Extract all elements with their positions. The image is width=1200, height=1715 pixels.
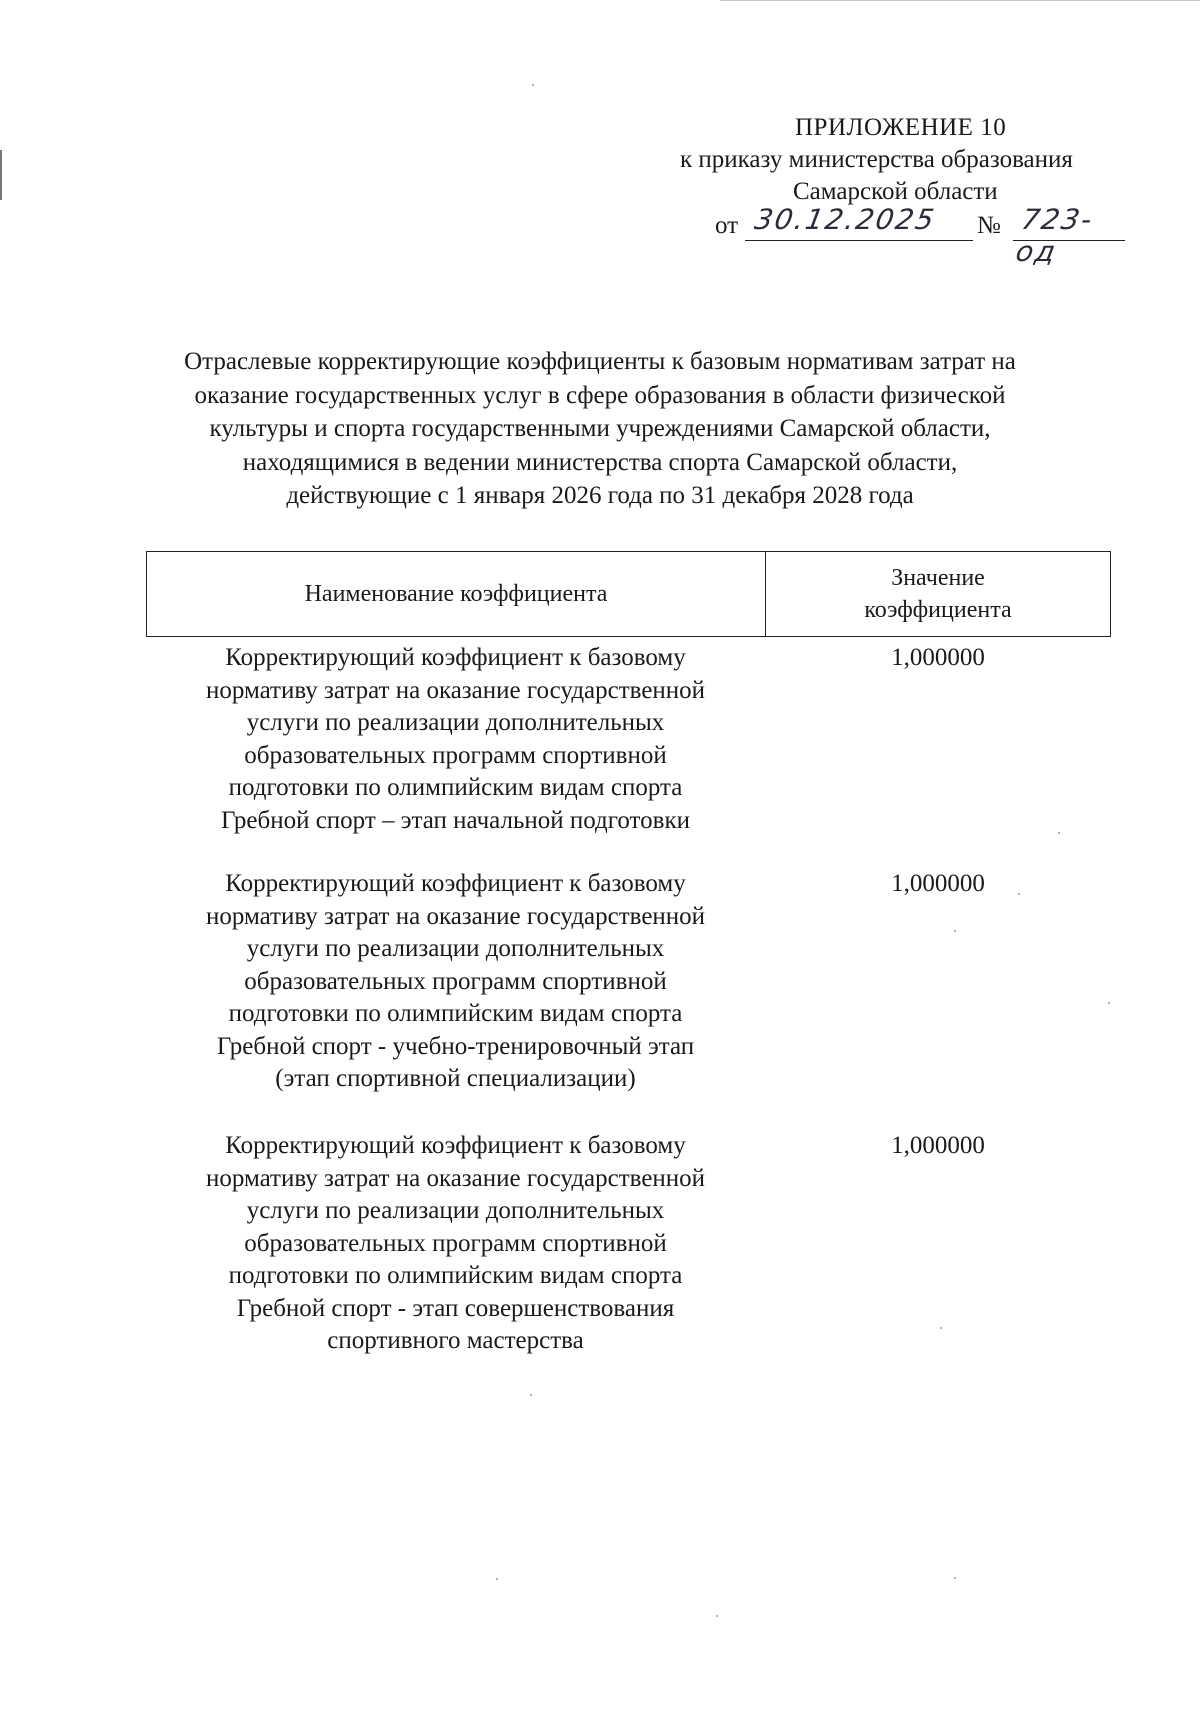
coefficient-value: 1,000000 xyxy=(891,870,985,897)
coefficient-name-line: Корректирующий коэффициент к базовому xyxy=(225,1132,686,1159)
coefficient-name xyxy=(146,642,765,837)
region-line: Самарской области xyxy=(793,178,998,205)
date-field xyxy=(745,203,973,241)
column-header-name-label: Наименование коэффициента xyxy=(304,580,608,607)
scan-speck xyxy=(954,930,956,932)
coefficient-name-line: образовательных программ спортивной xyxy=(244,741,667,769)
coefficient-name-line: Корректирующий коэффициент к базовому xyxy=(225,870,686,897)
coefficient-name-line: (этап спортивной специализации) xyxy=(275,1065,636,1092)
number-field xyxy=(1013,203,1125,268)
coefficient-name-line: услуги по реализации дополнительных xyxy=(246,1197,665,1224)
scan-top-rule xyxy=(720,0,1200,1)
scan-speck xyxy=(716,1615,718,1617)
coefficient-name-line: Корректирующий коэффициент к базовому xyxy=(225,644,686,671)
title-line: оказание государственных услуг в сфере образования в области физической xyxy=(194,381,1006,409)
coefficient-name-line: подготовки по олимпийским видам спорта xyxy=(228,1000,683,1027)
coefficient-value: 1,000000 xyxy=(891,644,985,671)
handwritten-date: 30.12.2025 xyxy=(752,203,939,236)
coefficient-name-line: нормативу затрат на оказание государственной xyxy=(205,676,706,704)
coefficient-name-line: Гребной спорт - учебно-тренировочный этап xyxy=(216,1032,695,1060)
scan-speck xyxy=(496,1578,498,1580)
order-reference: к приказу министерства образования xyxy=(680,146,1073,173)
handwritten-number: 723-од xyxy=(1013,203,1097,268)
document-title xyxy=(130,345,1070,513)
scan-speck xyxy=(1108,1002,1110,1004)
scan-speck xyxy=(1058,832,1060,834)
scan-speck xyxy=(940,1327,942,1329)
column-header-value-line2: коэффициента xyxy=(864,597,1012,623)
coefficient-name-line: Гребной спорт – этап начальной подготовки xyxy=(221,806,690,834)
scan-speck xyxy=(1018,893,1020,895)
scan-edge-mark xyxy=(0,150,2,200)
number-sign: № xyxy=(977,212,1001,239)
column-header-value-line1: Значение xyxy=(891,565,985,591)
coefficient-name-line: Гребной спорт - этап совершенствования xyxy=(236,1294,675,1322)
coefficient-name-line: образовательных программ спортивной xyxy=(244,1229,667,1257)
scan-speck xyxy=(532,84,534,86)
appendix-label: ПРИЛОЖЕНИЕ 10 xyxy=(795,114,1007,141)
date-prefix: от xyxy=(715,212,739,239)
coefficient-name-line: услуги по реализации дополнительных xyxy=(246,935,665,962)
coefficient-value: 1,000000 xyxy=(891,1132,985,1159)
column-header-value xyxy=(766,552,1110,636)
table-row xyxy=(146,868,1111,1096)
coefficient-name xyxy=(146,1130,765,1358)
scan-speck xyxy=(954,1577,956,1579)
scan-speck xyxy=(530,1394,532,1396)
coefficient-name-line: образовательных программ спортивной xyxy=(244,967,667,995)
coefficient-name-line: услуги по реализации дополнительных xyxy=(246,709,665,736)
title-line: находящимися в ведении министерства спорта Самарской области, xyxy=(242,448,958,476)
title-line: Отраслевые корректирующие коэффициенты к базовым нормативам затрат на xyxy=(184,348,1016,375)
coefficient-name-line: нормативу затрат на оказание государственной xyxy=(205,902,706,930)
date-number-row xyxy=(715,203,1140,268)
column-header-name xyxy=(147,552,766,636)
coefficient-table-header xyxy=(146,551,1111,637)
coefficient-name xyxy=(146,868,765,1096)
title-line: действующие с 1 января 2026 года по 31 декабря 2028 года xyxy=(286,482,914,509)
appendix-header xyxy=(640,112,1140,268)
table-row xyxy=(146,1130,1111,1358)
coefficient-name-line: подготовки по олимпийским видам спорта xyxy=(228,774,683,801)
table-row xyxy=(146,642,1111,837)
coefficient-name-line: нормативу затрат на оказание государственной xyxy=(205,1164,706,1192)
coefficient-name-line: подготовки по олимпийским видам спорта xyxy=(228,1262,683,1289)
coefficient-name-line: спортивного мастерства xyxy=(327,1327,584,1354)
title-line: культуры и спорта государственными учреждениями Самарской области, xyxy=(209,415,991,442)
